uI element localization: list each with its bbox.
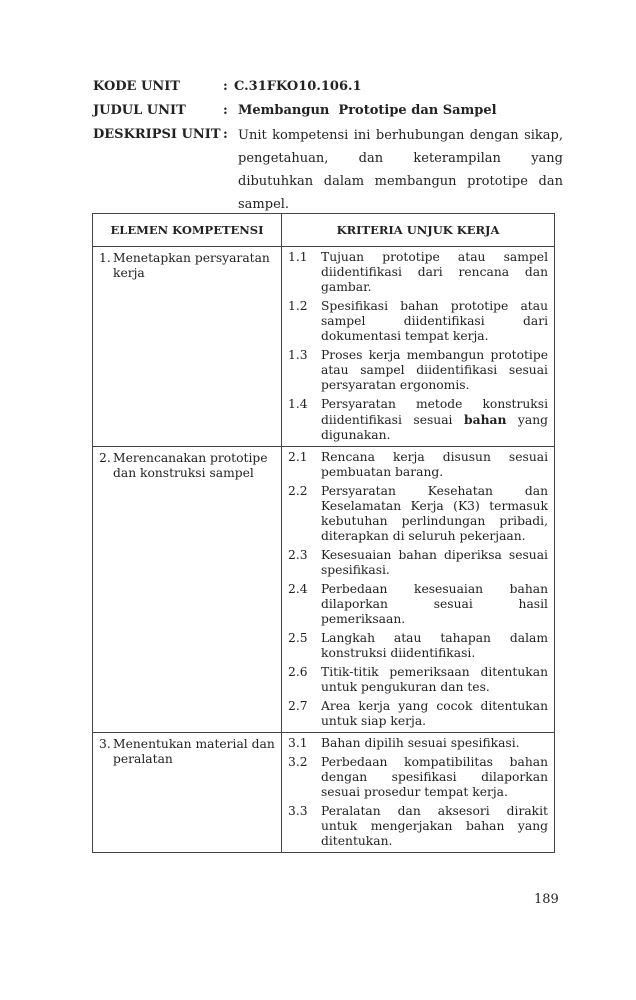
criteria-item	[288, 804, 548, 849]
table-row	[93, 733, 555, 853]
element-cell	[93, 733, 282, 853]
element-cell	[93, 447, 282, 733]
criteria-text: Titik-titik pemeriksaan ditentukan untuk pengukuran dan tes.	[321, 665, 548, 694]
element-item	[99, 251, 275, 281]
element-item	[99, 451, 275, 481]
criteria-number: 2.1	[288, 450, 308, 464]
criteria-cell	[282, 447, 555, 733]
criteria-text: Peralatan dan aksesori dirakit untuk mengerjakan bahan yang ditentukan.	[321, 804, 548, 848]
criteria-item	[288, 397, 548, 443]
criteria-number: 2.6	[288, 665, 308, 679]
criteria-text-bold: bahan	[464, 412, 507, 427]
kode-unit-label: KODE UNIT	[93, 79, 180, 94]
criteria-text	[321, 397, 548, 443]
element-text: Merencanakan prototipe dan konstruksi sampel	[113, 451, 268, 480]
element-item	[99, 737, 275, 767]
deskripsi-unit-label: DESKRIPSI UNIT	[93, 127, 221, 142]
criteria-text-part: Persyaratan metode konstruksi diidentifikasi sesuai	[321, 397, 548, 427]
criteria-text: Perbedaan kompatibilitas bahan dengan spesifikasi dilaporkan sesuai prosedur tempat kerja.	[321, 755, 548, 799]
criteria-item	[288, 665, 548, 695]
table-row	[93, 247, 555, 447]
criteria-number: 1.3	[288, 348, 308, 362]
criteria-number: 2.3	[288, 548, 308, 562]
criteria-cell	[282, 247, 555, 447]
column-header-elemen: ELEMEN KOMPETENSI	[93, 214, 282, 247]
colon: :	[223, 79, 228, 94]
element-text: Menentukan material dan peralatan	[113, 737, 275, 766]
criteria-text: Bahan dipilih sesuai spesifikasi.	[321, 736, 520, 750]
criteria-number: 2.7	[288, 699, 308, 713]
judul-unit-value: Membangun Prototipe dan Sampel	[238, 103, 497, 118]
criteria-number: 3.1	[288, 736, 308, 750]
criteria-number: 2.2	[288, 484, 308, 498]
criteria-item	[288, 299, 548, 344]
criteria-text: Proses kerja membangun prototipe atau sampel diidentifikasi sesuai persyaratan ergonomis.	[321, 348, 548, 392]
table-header-row	[93, 214, 555, 247]
criteria-item	[288, 631, 548, 661]
element-number: 1.	[99, 251, 111, 265]
criteria-text: Area kerja yang cocok ditentukan untuk siap kerja.	[321, 699, 548, 728]
criteria-number: 2.4	[288, 582, 308, 596]
criteria-item	[288, 450, 548, 480]
criteria-number: 1.1	[288, 250, 308, 264]
column-header-kriteria: KRITERIA UNJUK KERJA	[282, 214, 555, 247]
criteria-cell	[282, 733, 555, 853]
criteria-item	[288, 582, 548, 627]
judul-unit-label: JUDUL UNIT	[93, 103, 186, 118]
criteria-text: Tujuan prototipe atau sampel diidentifikasi dari rencana dan gambar.	[321, 250, 548, 294]
element-text: Menetapkan persyaratan kerja	[113, 251, 270, 280]
competency-table	[92, 213, 555, 853]
deskripsi-unit-row	[93, 124, 563, 216]
criteria-number: 2.5	[288, 631, 308, 645]
page-number: 189	[534, 892, 559, 907]
kode-unit-value: C.31FKO10.106.1	[234, 79, 362, 94]
criteria-text: Langkah atau tahapan dalam konstruksi diidentifikasi.	[321, 631, 548, 660]
criteria-item	[288, 348, 548, 393]
element-number: 2.	[99, 451, 111, 465]
criteria-item	[288, 484, 548, 544]
element-cell	[93, 247, 282, 447]
criteria-number: 1.4	[288, 397, 308, 411]
table-body	[93, 247, 555, 853]
criteria-text: Persyaratan Kesehatan dan Keselamatan Kerja (K3) termasuk kebutuhan perlindungan pribadi, diterapkan di seluruh pekerjaan.	[321, 484, 548, 543]
judul-unit-row	[93, 100, 563, 122]
kode-unit-row	[93, 76, 563, 98]
deskripsi-unit-value: Unit kompetensi ini berhubungan dengan sikap, pengetahuan, dan keterampilan yang dibutuhkan dalam membangun prototipe dan sampel.	[238, 128, 563, 212]
colon: :	[223, 127, 228, 142]
element-number: 3.	[99, 737, 111, 751]
criteria-text: Perbedaan kesesuaian bahan dilaporkan sesuai hasil pemeriksaan.	[321, 582, 548, 626]
criteria-item	[288, 736, 548, 751]
criteria-number: 1.2	[288, 299, 308, 313]
criteria-number: 3.2	[288, 755, 308, 769]
unit-header	[93, 76, 563, 218]
criteria-text: Kesesuaian bahan diperiksa sesuai spesifikasi.	[321, 548, 548, 577]
criteria-text: Spesifikasi bahan prototipe atau sampel diidentifikasi dari dokumentasi tempat kerja.	[321, 299, 548, 343]
criteria-text: Rencana kerja disusun sesuai pembuatan barang.	[321, 450, 548, 479]
criteria-item	[288, 548, 548, 578]
table-row	[93, 447, 555, 733]
criteria-item	[288, 755, 548, 800]
criteria-item	[288, 250, 548, 295]
criteria-text-part: yang digunakan.	[321, 413, 548, 442]
colon: :	[223, 103, 228, 118]
criteria-number: 3.3	[288, 804, 308, 818]
criteria-item	[288, 699, 548, 729]
